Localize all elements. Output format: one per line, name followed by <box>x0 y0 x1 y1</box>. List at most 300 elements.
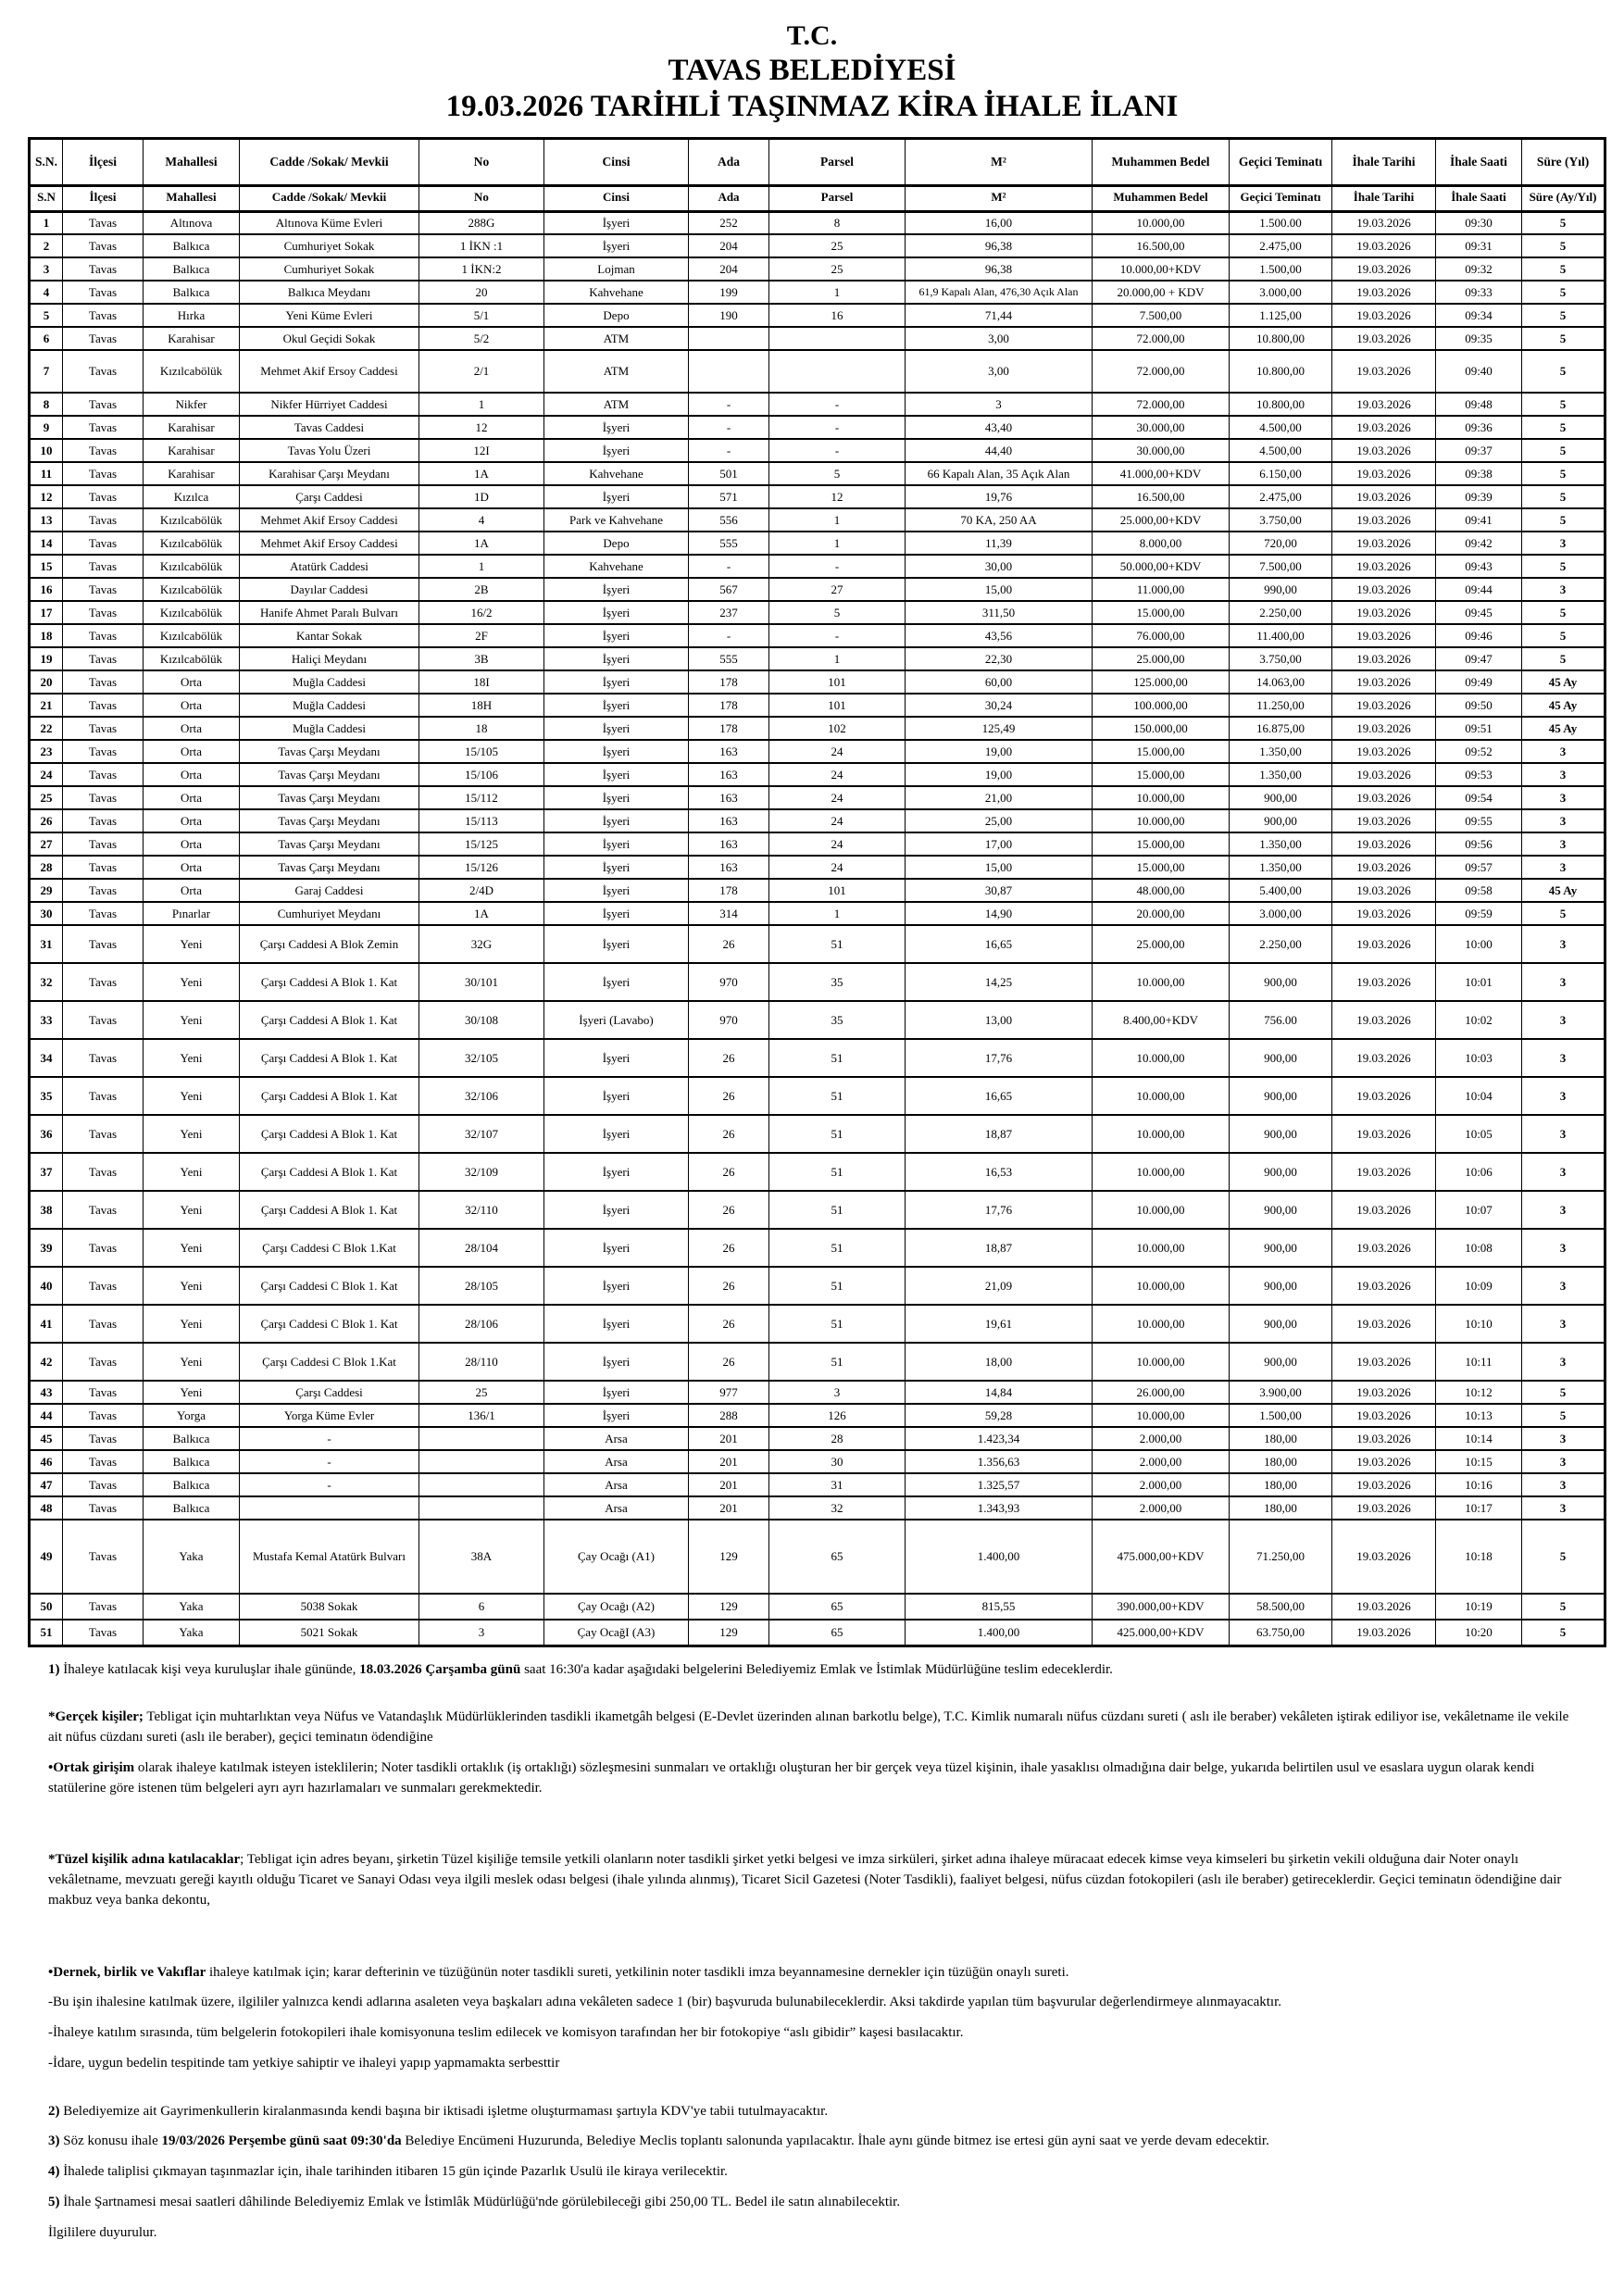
table-cell: İşyeri <box>544 763 689 786</box>
table-body <box>30 211 1605 1646</box>
table-row <box>30 856 1605 879</box>
table-cell: 10.000,00 <box>1093 1039 1230 1077</box>
table-cell: 19.03.2026 <box>1332 1115 1436 1153</box>
table-cell: 30,87 <box>906 879 1093 902</box>
table-cell: 5 <box>1522 624 1605 647</box>
table-cell: 28/105 <box>419 1267 544 1305</box>
table-cell: 25 <box>769 257 906 281</box>
table-cell <box>419 1450 544 1473</box>
table-cell: 1 İKN:2 <box>419 257 544 281</box>
note-text: İhalede taliplisi çıkmayan taşınmazlar için, ihale tarihinden itibaren 15 gün içinde Pazarlık Usulü ile kiraya verilecektir. <box>59 2164 728 2180</box>
table-cell: Tavas <box>63 1520 144 1594</box>
table-cell: 27 <box>30 832 63 856</box>
table-cell: 125.000,00 <box>1093 670 1230 694</box>
table-cell: 555 <box>689 647 769 670</box>
table-cell: Kahvehane <box>544 555 689 578</box>
table-cell: 5 <box>30 304 63 327</box>
table-cell: 19.03.2026 <box>1332 578 1436 601</box>
table-cell: 3 <box>1522 809 1605 832</box>
table-cell <box>769 350 906 393</box>
note-bold-text: 1) <box>48 1661 60 1677</box>
table-cell: 10:11 <box>1436 1343 1522 1381</box>
table-cell: 900,00 <box>1230 809 1332 832</box>
table-cell: 13 <box>30 508 63 532</box>
table-cell: 3 <box>1522 1496 1605 1520</box>
table-cell: 24 <box>30 763 63 786</box>
table-cell: 3.750,00 <box>1230 647 1332 670</box>
table-cell: 09:36 <box>1436 416 1522 439</box>
table-cell: 5 <box>1522 281 1605 304</box>
table-cell: 26 <box>689 1305 769 1343</box>
table-cell: 44,40 <box>906 439 1093 462</box>
table-cell: 3,00 <box>906 327 1093 350</box>
table-cell: 5 <box>1522 462 1605 485</box>
table-cell: Yeni <box>144 1229 240 1267</box>
table-cell: 15/106 <box>419 763 544 786</box>
table-cell: Balkıca <box>144 1473 240 1496</box>
table-row <box>30 485 1605 508</box>
table-cell: Balkıca <box>144 1450 240 1473</box>
table-cell: Tavas <box>63 462 144 485</box>
title-line-tc: T.C. <box>786 20 838 51</box>
table-cell: 10:05 <box>1436 1115 1522 1153</box>
table-row <box>30 532 1605 555</box>
table-cell: 65 <box>769 1620 906 1646</box>
table-cell: 5 <box>1522 508 1605 532</box>
table-cell: 900,00 <box>1230 1077 1332 1115</box>
table-cell: 15 <box>30 555 63 578</box>
table-cell: Arsa <box>544 1427 689 1450</box>
table-cell: 2.475,00 <box>1230 234 1332 257</box>
table-cell: 9 <box>30 416 63 439</box>
table-cell: Arsa <box>544 1496 689 1520</box>
note-text: İhale Şartnamesi mesai saatleri dâhilinde Belediyemiz Emlak ve İstimlâk Müdürlüğü'nde görülebileceği gibi 250,00 TL. Bedel ile satın alınabilecektir. <box>59 2194 901 2209</box>
table-cell: 6 <box>419 1594 544 1620</box>
table-cell: Orta <box>144 832 240 856</box>
table-cell: Mehmet Akif Ersoy Caddesi <box>240 508 419 532</box>
table-cell: 10:02 <box>1436 1001 1522 1039</box>
table-cell: 190 <box>689 304 769 327</box>
table-cell: 8.000,00 <box>1093 532 1230 555</box>
table-cell: 26 <box>689 1077 769 1115</box>
table-cell: 60,00 <box>906 670 1093 694</box>
table-cell: Muğla Caddesi <box>240 694 419 717</box>
table-cell: Tavas <box>63 1039 144 1077</box>
table-cell: 25,00 <box>906 809 1093 832</box>
table-cell: 252 <box>689 211 769 234</box>
table-cell: 3 <box>1522 1267 1605 1305</box>
table-cell: 10.000,00 <box>1093 1404 1230 1427</box>
table-cell: 18 <box>419 717 544 740</box>
table-cell: 3 <box>1522 1115 1605 1153</box>
table-cell: Kızılcabölük <box>144 624 240 647</box>
table-cell: 19.03.2026 <box>1332 1520 1436 1594</box>
table-cell: 2.000,00 <box>1093 1450 1230 1473</box>
table-cell: Çarşı Caddesi A Blok 1. Kat <box>240 1077 419 1115</box>
table-cell: Park ve Kahvehane <box>544 508 689 532</box>
table-cell: 3 <box>1522 925 1605 963</box>
table-cell: 19.03.2026 <box>1332 809 1436 832</box>
table-cell: - <box>769 416 906 439</box>
table-cell: 3B <box>419 647 544 670</box>
table-cell: 11.250,00 <box>1230 694 1332 717</box>
table-row <box>30 211 1605 234</box>
table-cell: 1D <box>419 485 544 508</box>
table-row <box>30 257 1605 281</box>
table-cell: 7.500,00 <box>1230 555 1332 578</box>
table-cell: 48 <box>30 1496 63 1520</box>
table-cell: 19,00 <box>906 763 1093 786</box>
table-cell: İşyeri <box>544 1343 689 1381</box>
table-cell: İşyeri <box>544 1229 689 1267</box>
table-cell: Tavas <box>63 1427 144 1450</box>
header-cell: Geçici Teminatı <box>1230 138 1332 185</box>
table-cell: İşyeri <box>544 1381 689 1404</box>
table-cell: Yeni <box>144 1001 240 1039</box>
table-cell: 28/110 <box>419 1343 544 1381</box>
table-cell: 16,65 <box>906 925 1093 963</box>
note-text: Söz konusu ihale <box>59 2134 162 2149</box>
table-cell: Çarşı Caddesi A Blok 1. Kat <box>240 1191 419 1229</box>
table-cell: 5/2 <box>419 327 544 350</box>
note-paragraph <box>48 1660 1583 1681</box>
table-cell: Tavas <box>63 786 144 809</box>
table-cell: - <box>240 1427 419 1450</box>
table-row <box>30 1039 1605 1077</box>
table-cell: 10:12 <box>1436 1381 1522 1404</box>
table-cell: Çarşı Caddesi A Blok 1. Kat <box>240 963 419 1001</box>
table-cell: 70 KA, 250 AA <box>906 508 1093 532</box>
table-cell: 2.000,00 <box>1093 1496 1230 1520</box>
table-cell: 50 <box>30 1594 63 1620</box>
table-cell: 51 <box>769 1153 906 1191</box>
table-cell: 25.000,00+KDV <box>1093 508 1230 532</box>
table-cell: 163 <box>689 763 769 786</box>
table-cell: 10.000,00 <box>1093 1343 1230 1381</box>
table-cell: 10.000,00 <box>1093 1077 1230 1115</box>
table-cell: 900,00 <box>1230 1305 1332 1343</box>
table-cell: Tavas <box>63 763 144 786</box>
table-cell: 51 <box>769 925 906 963</box>
table-cell: 30/101 <box>419 963 544 1001</box>
table-row <box>30 555 1605 578</box>
table-cell: 19 <box>30 647 63 670</box>
table-cell: 16,53 <box>906 1153 1093 1191</box>
table-cell: 32 <box>30 963 63 1001</box>
table-row <box>30 327 1605 350</box>
table-cell: 19.03.2026 <box>1332 281 1436 304</box>
table-cell: 15.000,00 <box>1093 601 1230 624</box>
table-cell: Tavas <box>63 555 144 578</box>
table-cell: 2 <box>30 234 63 257</box>
table-cell: 16.875,00 <box>1230 717 1332 740</box>
table-cell: 09:57 <box>1436 856 1522 879</box>
table-cell: 37 <box>30 1153 63 1191</box>
table-row <box>30 462 1605 485</box>
table-cell: 26 <box>689 1039 769 1077</box>
table-cell: 3 <box>1522 1039 1605 1077</box>
table-cell: 44 <box>30 1404 63 1427</box>
table-cell: 34 <box>30 1039 63 1077</box>
header-cell: Süre (Yıl) <box>1522 138 1605 185</box>
table-cell: 14,84 <box>906 1381 1093 1404</box>
table-cell: - <box>689 624 769 647</box>
table-cell: Çarşı Caddesi A Blok 1. Kat <box>240 1001 419 1039</box>
table-cell: 10:01 <box>1436 963 1522 1001</box>
table-row <box>30 1001 1605 1039</box>
table-cell: 26 <box>689 1343 769 1381</box>
table-cell: 19.03.2026 <box>1332 856 1436 879</box>
table-cell: 163 <box>689 786 769 809</box>
table-cell: 10:19 <box>1436 1594 1522 1620</box>
table-cell <box>419 1427 544 1450</box>
table-cell: 3 <box>1522 578 1605 601</box>
table-cell: Balkıca <box>144 234 240 257</box>
table-cell: Tavas Çarşı Meydanı <box>240 809 419 832</box>
table-row <box>30 508 1605 532</box>
table-cell: 2.000,00 <box>1093 1473 1230 1496</box>
table-cell: 19.03.2026 <box>1332 439 1436 462</box>
header-cell: İlçesi <box>63 138 144 185</box>
table-row <box>30 1594 1605 1620</box>
table-cell: 09:49 <box>1436 670 1522 694</box>
table-cell: 900,00 <box>1230 1229 1332 1267</box>
table-cell: 501 <box>689 462 769 485</box>
table-cell: 3 <box>1522 1305 1605 1343</box>
header-cell: Süre (Ay/Yıl) <box>1522 185 1605 211</box>
table-cell: 1 <box>30 211 63 234</box>
table-cell: 2.475,00 <box>1230 485 1332 508</box>
table-cell: 09:44 <box>1436 578 1522 601</box>
table-cell: 17,76 <box>906 1191 1093 1229</box>
table-cell: 19.03.2026 <box>1332 555 1436 578</box>
table-cell: 18,87 <box>906 1115 1093 1153</box>
table-cell: 900,00 <box>1230 786 1332 809</box>
table-cell: 1A <box>419 902 544 925</box>
table-cell: 3 <box>1522 763 1605 786</box>
table-row <box>30 763 1605 786</box>
table-cell: 3.900,00 <box>1230 1381 1332 1404</box>
table-cell: 30.000,00 <box>1093 416 1230 439</box>
table-cell: 71,44 <box>906 304 1093 327</box>
header-cell: S.N <box>30 185 63 211</box>
table-cell: 7.500,00 <box>1093 304 1230 327</box>
table-cell: Atatürk Caddesi <box>240 555 419 578</box>
table-cell: 201 <box>689 1496 769 1520</box>
table-cell: 15.000,00 <box>1093 832 1230 856</box>
table-cell: 19.03.2026 <box>1332 832 1436 856</box>
table-cell: 19.03.2026 <box>1332 1039 1436 1077</box>
table-cell: 5 <box>1522 393 1605 416</box>
table-cell: 11,39 <box>906 532 1093 555</box>
table-cell: 4 <box>30 281 63 304</box>
header-cell: S.N. <box>30 138 63 185</box>
table-row <box>30 624 1605 647</box>
table-cell: 556 <box>689 508 769 532</box>
table-cell: İşyeri <box>544 1153 689 1191</box>
table-cell: 900,00 <box>1230 963 1332 1001</box>
table-cell: 475.000,00+KDV <box>1093 1520 1230 1594</box>
table-cell: Yaka <box>144 1520 240 1594</box>
note-text: saat 16:30'a kadar aşağıdaki belgelerini Belediyemiz Emlak ve İstimlak Müdürlüğüne teslim edeceklerdir. <box>520 1661 1113 1677</box>
table-cell: Tavas <box>63 257 144 281</box>
note-paragraph <box>48 2223 1583 2244</box>
table-cell: 19.03.2026 <box>1332 1077 1436 1115</box>
table-cell: 1.500,00 <box>1230 1404 1332 1427</box>
header-cell: Muhammen Bedel <box>1093 185 1230 211</box>
table-cell: 11.000,00 <box>1093 578 1230 601</box>
table-cell: 5 <box>1522 485 1605 508</box>
header-cell: No <box>419 138 544 185</box>
table-cell: 10:09 <box>1436 1267 1522 1305</box>
table-cell: Balkıca <box>144 1496 240 1520</box>
table-cell: 15,00 <box>906 578 1093 601</box>
table-cell: Yeni <box>144 963 240 1001</box>
table-row <box>30 1520 1605 1594</box>
table-cell: 1.400,00 <box>906 1520 1093 1594</box>
table-cell: 5 <box>1522 902 1605 925</box>
table-cell: 5 <box>1522 1404 1605 1427</box>
table-cell: 990,00 <box>1230 578 1332 601</box>
table-cell: 30/108 <box>419 1001 544 1039</box>
table-cell: İşyeri <box>544 211 689 234</box>
table-cell: 65 <box>769 1520 906 1594</box>
table-cell: 10.000,00 <box>1093 963 1230 1001</box>
table-cell: 5 <box>1522 647 1605 670</box>
table-cell: 51 <box>769 1343 906 1381</box>
table-cell: 25.000,00 <box>1093 647 1230 670</box>
table-cell: Kantar Sokak <box>240 624 419 647</box>
table-cell: 1 <box>769 281 906 304</box>
table-cell: 5 <box>769 462 906 485</box>
table-cell: Tavas <box>63 902 144 925</box>
table-cell: Tavas <box>63 1001 144 1039</box>
table-cell: 35 <box>769 963 906 1001</box>
table-cell: 5 <box>1522 1520 1605 1594</box>
table-cell: 31 <box>769 1473 906 1496</box>
table-cell: 7 <box>30 350 63 393</box>
table-cell: 1 <box>769 647 906 670</box>
table-cell: 5 <box>769 601 906 624</box>
note-paragraph <box>48 2102 1583 2122</box>
note-bold-text: 2) <box>48 2103 60 2119</box>
table-cell: Tavas Çarşı Meydanı <box>240 740 419 763</box>
table-cell: Tavas <box>63 879 144 902</box>
table-cell: 10:14 <box>1436 1427 1522 1450</box>
table-cell: 63.750,00 <box>1230 1620 1332 1646</box>
table-cell: 101 <box>769 879 906 902</box>
table-cell: Pınarlar <box>144 902 240 925</box>
table-cell: 10:03 <box>1436 1039 1522 1077</box>
table-cell: 16.500,00 <box>1093 485 1230 508</box>
table-cell: 571 <box>689 485 769 508</box>
table-cell: 32/105 <box>419 1039 544 1077</box>
table-cell: 17,76 <box>906 1039 1093 1077</box>
table-cell: 3 <box>1522 1427 1605 1450</box>
table-cell: Orta <box>144 786 240 809</box>
table-cell: 26 <box>689 1115 769 1153</box>
table-cell: 45 Ay <box>1522 717 1605 740</box>
table-cell: 22,30 <box>906 647 1093 670</box>
table-cell: Tavas <box>63 416 144 439</box>
table-cell: 178 <box>689 717 769 740</box>
table-cell: 48.000,00 <box>1093 879 1230 902</box>
table-cell: - <box>689 555 769 578</box>
table-cell: 09:47 <box>1436 647 1522 670</box>
header-cell: İhale Saati <box>1436 138 1522 185</box>
table-cell: Çay Ocağı (A2) <box>544 1594 689 1620</box>
table-cell: Tavas <box>63 234 144 257</box>
table-cell: 30 <box>769 1450 906 1473</box>
table-cell: 32/107 <box>419 1115 544 1153</box>
header-cell: İhale Saati <box>1436 185 1522 211</box>
table-cell: 10.000,00 <box>1093 786 1230 809</box>
table-cell: 28/104 <box>419 1229 544 1267</box>
table-cell: 4 <box>419 508 544 532</box>
table-cell: İşyeri (Lavabo) <box>544 1001 689 1039</box>
table-cell: 19.03.2026 <box>1332 740 1436 763</box>
table-cell: 129 <box>689 1620 769 1646</box>
table-cell: 35 <box>30 1077 63 1115</box>
table-cell: 2/4D <box>419 879 544 902</box>
table-cell: 3 <box>1522 1191 1605 1229</box>
note-text: İlgililere duyurulur. <box>48 2224 157 2240</box>
table-cell: 1.500.00 <box>1230 211 1332 234</box>
note-text: İhaleye katılacak kişi veya kuruluşlar ihale gününde, <box>59 1661 360 1677</box>
table-cell: 19.03.2026 <box>1332 902 1436 925</box>
table-row <box>30 1496 1605 1520</box>
table-cell: Garaj Caddesi <box>240 879 419 902</box>
table-cell: 15/126 <box>419 856 544 879</box>
table-cell: 25 <box>769 234 906 257</box>
table-cell: 49 <box>30 1520 63 1594</box>
note-paragraph <box>48 1758 1583 1799</box>
table-cell: 45 Ay <box>1522 670 1605 694</box>
table-cell: 3.000,00 <box>1230 281 1332 304</box>
table-cell: 10.000,00 <box>1093 1115 1230 1153</box>
table-cell: 16,65 <box>906 1077 1093 1115</box>
table-cell: 3.750,00 <box>1230 508 1332 532</box>
table-cell: 09:56 <box>1436 832 1522 856</box>
note-bold-text: 18.03.2026 Çarşamba günü <box>359 1661 521 1677</box>
table-row <box>30 416 1605 439</box>
header-cell: M² <box>906 138 1093 185</box>
table-cell: 19.03.2026 <box>1332 925 1436 963</box>
table-cell: 19.03.2026 <box>1332 601 1436 624</box>
table-cell: 288 <box>689 1404 769 1427</box>
table-cell: 10:08 <box>1436 1229 1522 1267</box>
table-cell: 3 <box>1522 1077 1605 1115</box>
table-cell: 5 <box>1522 1594 1605 1620</box>
table-cell: Tavas Çarşı Meydanı <box>240 763 419 786</box>
header-cell: No <box>419 185 544 211</box>
table-cell: 10.000,00 <box>1093 1267 1230 1305</box>
note-bold-text: 19/03/2026 Perşembe günü saat 09:30'da <box>161 2134 402 2149</box>
table-cell: 15/125 <box>419 832 544 856</box>
table-cell: 09:30 <box>1436 211 1522 234</box>
table-cell: Tavas <box>63 1343 144 1381</box>
table-cell: 58.500,00 <box>1230 1594 1332 1620</box>
table-cell: 4.500,00 <box>1230 439 1332 462</box>
table-cell: 13,00 <box>906 1001 1093 1039</box>
table-cell: 25 <box>419 1381 544 1404</box>
table-cell: 5 <box>1522 601 1605 624</box>
table-cell: Altınova <box>144 211 240 234</box>
table-cell: İşyeri <box>544 879 689 902</box>
note-text: -İdare, uygun bedelin tespitinde tam yetkiye sahiptir ve ihaleyi yapıp yapmamakta serbesttir <box>48 2055 560 2071</box>
table-cell: 5.400,00 <box>1230 879 1332 902</box>
table-cell: 76.000,00 <box>1093 624 1230 647</box>
